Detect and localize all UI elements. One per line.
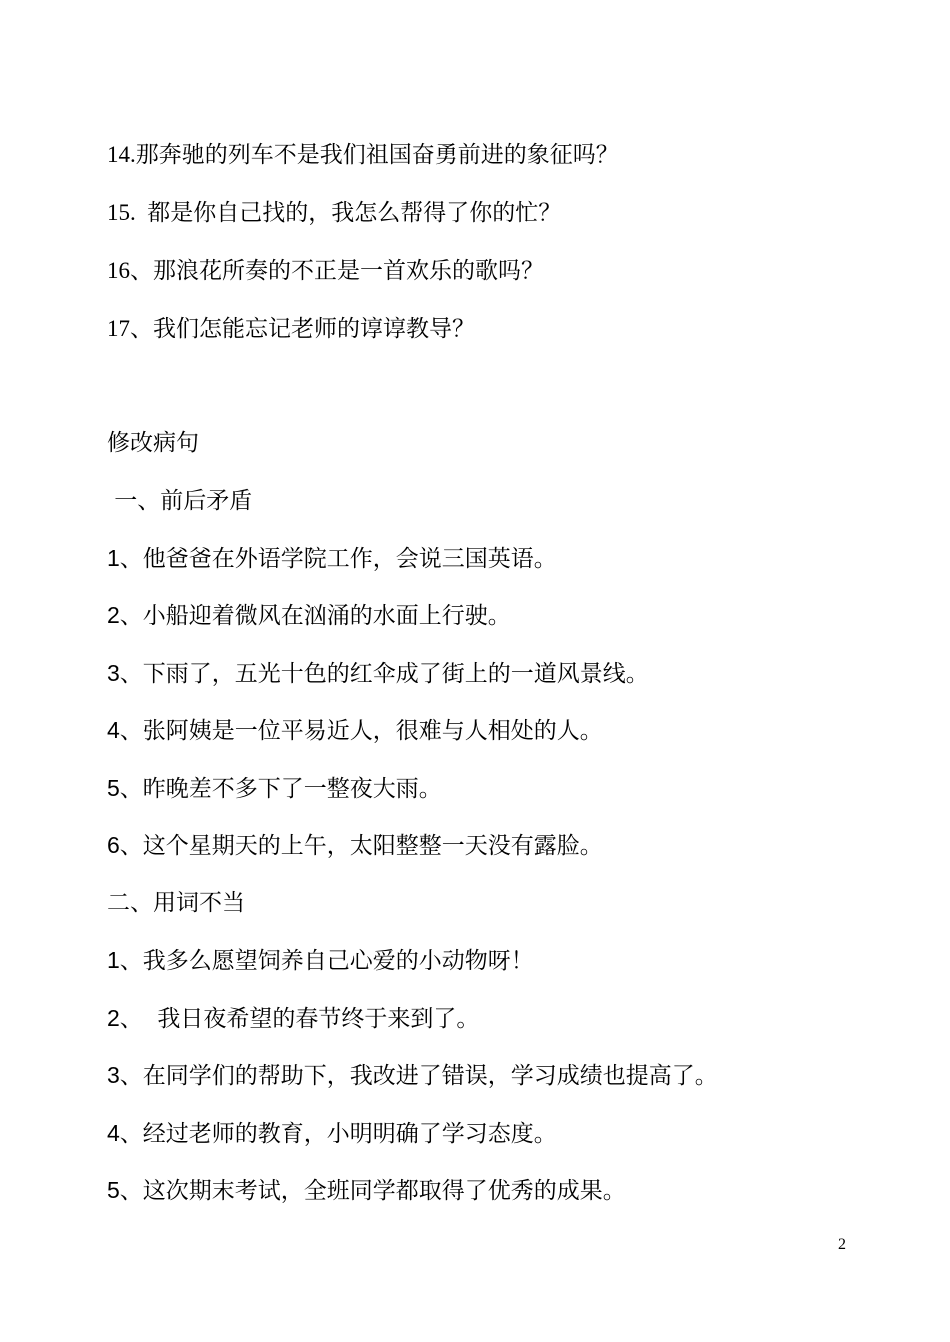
item-text: 、在同学们的帮助下，我改进了错误，学习成绩也提高了。	[119, 1063, 718, 1089]
part-one-item-4	[107, 715, 603, 746]
part-one-heading: 一、前后矛盾	[107, 488, 253, 514]
question-number: 15.	[107, 200, 148, 225]
question-17	[107, 314, 475, 344]
part-one-item-2	[107, 600, 511, 631]
question-text: 那奔驰的列车不是我们祖国奋勇前进的象征吗？	[135, 142, 619, 168]
item-number: 2	[107, 1005, 120, 1031]
part-one-item-1	[107, 543, 557, 574]
item-number: 1	[107, 947, 120, 973]
item-text: 、他爸爸在外语学院工作，会说三国英语。	[119, 546, 557, 572]
question-14	[107, 140, 619, 170]
item-number: 6	[107, 832, 120, 858]
part-one-item-6	[107, 830, 603, 861]
part-two-item-3	[107, 1060, 718, 1091]
item-text: 、这次期末考试，全班同学都取得了优秀的成果。	[119, 1178, 626, 1204]
item-text: 、张阿姨是一位平易近人，很难与人相处的人。	[119, 718, 603, 744]
part-one-item-5	[107, 773, 442, 804]
page-number: 2	[838, 1236, 846, 1253]
item-text: 、下雨了，五光十色的红伞成了街上的一道风景线。	[119, 661, 649, 687]
question-text: 我们怎能忘记老师的谆谆教导？	[153, 316, 475, 342]
item-text: 、 我日夜希望的春节终于来到了。	[119, 1006, 480, 1032]
item-number: 2	[107, 602, 120, 628]
item-text: 、小船迎着微风在汹涌的水面上行驶。	[119, 603, 511, 629]
part-two-item-1	[107, 945, 534, 976]
question-text: 那浪花所奏的不正是一首欢乐的歌吗？	[153, 258, 544, 284]
part-two-item-5	[107, 1175, 626, 1206]
part-two-heading: 二、用词不当	[107, 890, 245, 916]
item-number: 5	[107, 775, 120, 801]
item-text: 、我多么愿望饲养自己心爱的小动物呀！	[119, 948, 534, 974]
question-number: 14.	[107, 142, 136, 167]
question-15	[107, 198, 561, 228]
part-two-item-2	[107, 1003, 479, 1034]
item-number: 5	[107, 1177, 120, 1203]
item-text: 、昨晚差不多下了一整夜大雨。	[119, 776, 442, 802]
question-number: 17、	[107, 316, 153, 341]
section-title: 修改病句	[107, 430, 199, 456]
item-number: 4	[107, 1120, 120, 1146]
item-text: 、这个星期天的上午，太阳整整一天没有露脸。	[119, 833, 603, 859]
part-one-item-3	[107, 658, 649, 689]
item-number: 3	[107, 660, 120, 686]
item-number: 1	[107, 545, 120, 571]
question-number: 16、	[107, 258, 153, 283]
question-16	[107, 256, 544, 286]
part-two-item-4	[107, 1118, 557, 1149]
item-number: 4	[107, 717, 120, 743]
item-number: 3	[107, 1062, 120, 1088]
item-text: 、经过老师的教育，小明明确了学习态度。	[119, 1121, 557, 1147]
question-text: 都是你自己找的，我怎么帮得了你的忙？	[147, 200, 562, 226]
